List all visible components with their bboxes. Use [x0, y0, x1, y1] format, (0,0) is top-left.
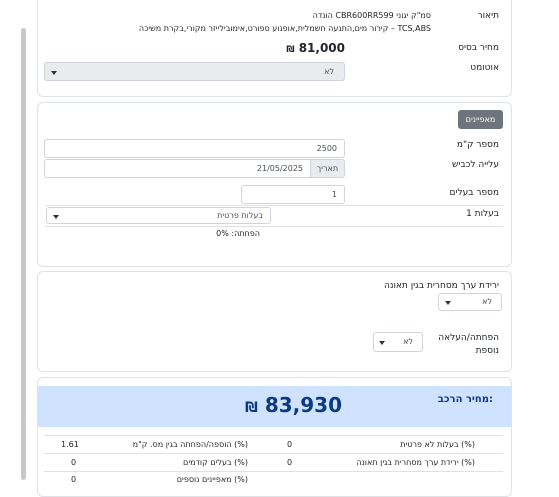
owners-row-bottom-divider — [45, 226, 503, 227]
base-price-value — [283, 41, 345, 55]
summary-row-label: ירידת ערך מסחרית בגין תאונה (%) — [356, 458, 475, 467]
owners-count-label: מספר בעלים — [449, 188, 499, 198]
extra-adjust-selected-value: לא — [403, 337, 413, 346]
car-price-number: 83,930 — [264, 393, 342, 417]
extra-adjust-label-line2: נוספת — [475, 346, 499, 356]
owner1-label: בעלות 1 — [466, 209, 499, 219]
scrollbar-thumb[interactable] — [21, 28, 26, 480]
summary-row-label: הוספה/הפחתה בגין מס. ק"מ (%) — [132, 440, 248, 449]
summary-divider-1 — [44, 435, 503, 436]
features-button[interactable]: מאפיינים — [458, 110, 503, 129]
adjustments-card — [37, 271, 512, 372]
summary-row-label: בעלים קודמים (%) — [183, 458, 248, 467]
car-price-value — [241, 393, 342, 417]
currency-icon: ₪ — [245, 400, 258, 416]
km-label: מספר ק"מ — [456, 140, 499, 150]
km-value: 2500 — [316, 144, 337, 153]
accident-selected-value: לא — [482, 297, 492, 306]
automatic-label: אוטומט — [470, 63, 499, 73]
summary-row-value: 0 — [71, 458, 77, 467]
chevron-down-icon — [379, 341, 385, 345]
automatic-selected-value: לא — [324, 67, 334, 76]
owner1-select[interactable] — [46, 207, 271, 224]
currency-icon: ₪ — [286, 45, 295, 55]
road-date-input[interactable] — [44, 159, 345, 178]
discount-text: הפחתה: 0% — [216, 229, 260, 238]
features-card — [37, 102, 512, 267]
chevron-down-icon — [51, 71, 57, 75]
chevron-down-icon — [53, 215, 59, 219]
vehicle-info-card — [37, 0, 512, 97]
owners-count-input[interactable] — [241, 185, 345, 204]
summary-row-value: 0 — [71, 475, 77, 484]
summary-row-value: 0 — [287, 458, 293, 467]
chevron-down-icon — [445, 301, 451, 305]
road-date-label: עלייה לכביש — [452, 160, 499, 170]
price-band — [38, 386, 511, 427]
description-line2: קירור מים,התנעה חשמלית,אופנוע ספורט,אימובילייזר מקורי,בקרת משיכה – TCS,ABS — [138, 24, 431, 33]
car-price-label: מחיר הרכב: — [437, 394, 493, 405]
accident-label: ירידת ערך מסחרית בגין תאונה — [383, 281, 499, 291]
accident-select[interactable] — [438, 293, 502, 311]
summary-divider-3 — [44, 471, 503, 472]
extra-adjust-label-line1: הפחתה/העלאה — [438, 333, 499, 343]
summary-row-value: 0 — [287, 440, 293, 449]
description-line1: הונדה CBR600RR599 סמ"ק יגוני — [312, 11, 431, 20]
summary-row-label: מאפיינים נוספים (%) — [176, 475, 248, 484]
road-date-value: 21/05/2025 — [256, 164, 303, 173]
scrollbar-track[interactable] — [0, 0, 27, 480]
automatic-select[interactable] — [44, 62, 345, 81]
date-prefix-addon: תאריך — [310, 160, 344, 177]
description-label: תיאור — [477, 11, 499, 21]
summary-divider-2 — [44, 453, 503, 454]
extra-adjust-select[interactable] — [373, 332, 423, 352]
owner1-selected-value: בעלות פרטית — [217, 211, 263, 220]
km-input[interactable] — [44, 139, 345, 158]
summary-row-label: בעלות לא פרטית (%) — [400, 440, 475, 449]
owners-count-value: 1 — [331, 190, 337, 199]
summary-row-value: 1.61 — [61, 440, 79, 449]
owners-row-top-divider — [45, 205, 503, 206]
base-price-number: 81,000 — [298, 41, 345, 55]
base-price-label: מחיר בסיס — [458, 43, 499, 53]
